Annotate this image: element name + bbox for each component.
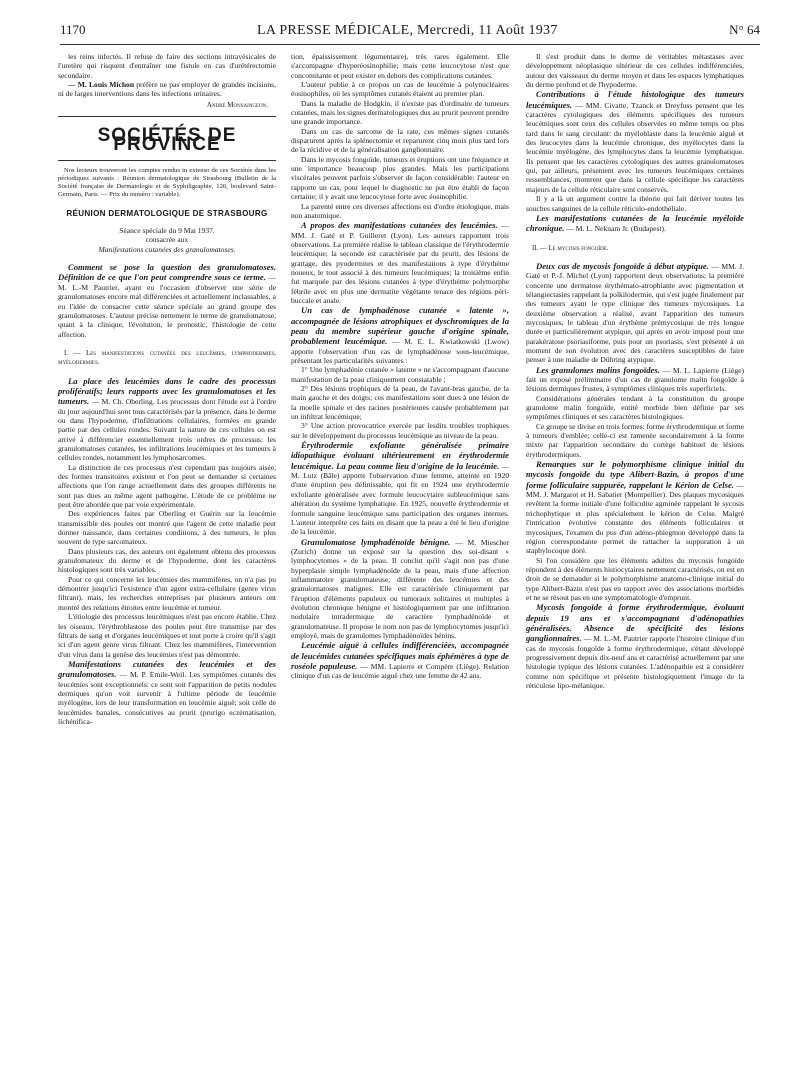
article: Les manifestations cutanées de la leucémie myéloïde chronique. — M. L. Neknam Jr. (Budapest).: [526, 212, 744, 234]
list-item: 1° Une lymphadénie cutanée « latente » ne s'accompagnant d'aucune manifestation de la peau cliniquement constatable ;: [291, 365, 509, 384]
article: Granulomatose lymphadénoïde bénigne. — M. Miescher (Zurich) donne un exposé sur la question des soi-disant « lymphocytomes » de la peau. Il conclut qu'il s'agit non pas d'une hyperplasie simple lymphadénoïde de la peau, mais d'une affection inflammatoire granulomateuse, différente des leucémies et des granulomatoses malignes. Elle est caractérisée cliniquement par l'éruption d'éléments papuleux ou tumoraux solitaires et multiples à évolution chronique bénigne et histologiquement par une infiltration nodulaire intradermique de caractère lymphadénoïde et granulomateuse. Il propose le nom non pas de lymphocytomes jusqu'ici employé, mais de granulomes lymphadénoïdes bénins.: [291, 536, 509, 640]
paragraph: La parenté entre ces diverses affections est d'ordre étiologique, mais non anatomique.: [291, 201, 509, 220]
article-title: Les manifestations cutanées de la leucémie myéloïde chronique.: [526, 212, 744, 234]
paragraph: Des expériences faites par Oberling et Guérin sur la leucémie transmissible des poules ont montré que l'agent de cette maladie peut donner naissance, dans certaines conditions, à des tumeurs, le plus souvent de type sarcomateux.: [58, 509, 276, 547]
article-title: Érythrodermie exfoliante généralisée primaire idiopathique évoluant ultérieurement en érythrodermie leucémique. La peau comme lieu d'origine de la leucémie.: [291, 440, 509, 471]
signature: André Monsaingeon.: [206, 100, 268, 109]
paragraph: — M. Louis Michon préfère ne pas employer de grandes incisions, ni de larges interventions dans les infections urinaires.: [58, 80, 276, 99]
article: Manifestations cutanées des leucémies et des granulomatoses. — M. P. Emile-Weil. Les symptômes cutanés des leucémies sont exceptionnels: ce sont soit l'apparition de petits nodules dermiques qu'on voit survenir à l'ultime période de leucémie myélogène, lors de leur transformation en leucémie aiguë; soit celle de leucémides banales, consécutives au prurit (prurigo eczématisation, lichénifica-: [58, 658, 276, 726]
divider: [58, 160, 276, 161]
article-title: Leucémie aiguë à cellules indifférenciées, accompagnée de leucémides cutanées spécifiques mais éphémères à type de roséole papuleuse.: [291, 640, 509, 671]
article-title: Contributions à l'étude histologique des tumeurs leucémiques.: [526, 89, 744, 110]
column-3: [526, 52, 744, 690]
article: A propos des manifestations cutanées des leucémies. — MM. J. Gaté et P. Guilleret (Lyon). Les auteurs rapportent trois observations. La première réalise le tableau classique de l'érythrodermie leucémique; la seconde est caractérisée par du prurit, des lésions de grattage, des pyodermites et des manifestations à type d'érythème noueux, le tout associé à des tumeurs leucémiques; la troisième enfin fut marquée par des lésions cutanées à type d'érythème polymorphe fébrile avec en plus une dermatite végétante tenace des régions péri-buccale et anale.: [291, 220, 509, 305]
article-title: Deux cas de mycosis fongoïde à début atypique.: [536, 260, 709, 271]
article: Un cas de lymphadénose cutanée « latente », accompagnée de lésions atrophiques et dyschromiques de la peau du membre supérieur gauche d'origine spinale, probablement leucémique. — M. E. L. Kwiatkowski (Lwow) apporte l'observation d'un cas de lymphadénose sous-leucémique, présentant les particularités suivantes :: [291, 305, 509, 365]
paragraph: Il y a là un argument contre la théorie qui fait dériver toutes les souches sanguines de la cellule réticulo-endothéliale.: [526, 194, 744, 213]
article: Contributions à l'étude histologique des tumeurs leucémiques. — MM. Civatte, Tzanck et Dreyfuss pensent que les caractères cytologiques des éléments spécifiques des tumeurs leucémiques sont ceux des cellules observées en même temps ou plus tard dans le sang circulant: du myéloblaste dans la leucémie aiguë et des leucocytes dans la leucémie chronique, des myélocytes dans la leucémie myélogène, des lymphocytes dans la leucémie lymphatique. Ils pensent que les caractères cytologiques des autres granulomatoses qui, par ailleurs, présentent avec les tumeurs leucémiques certaines ressemblances, montrent que dans la cellule spécifique les caractères majeurs de la cellule réticulaire sont conservés.: [526, 89, 744, 194]
article: Érythrodermie exfoliante généralisée primaire idiopathique évoluant ultérieurement en érythrodermie leucémique. La peau comme lieu d'origine de la leucémie. — M. Lutz (Bâle) apporte l'observation d'une femme, atteinte en 1920 d'une éruption peu définissable, qui fit en 1924 une érythrodermie exfoliante généralisée avec formule leucocytaire subleucémique sans altération du système lymphatique. En 1925, nouvelle érythrodermie et formule sanguine leucémique sans participation des organes internes. L'auteur interprète ces faits en disant que la peau a été le lieu d'origine de la leucémie.: [291, 440, 509, 537]
article-title: A propos des manifestations cutanées des leucémies.: [301, 220, 498, 231]
article-title: Mycosis fongoïde à forme érythrodermique, évoluant depuis 19 ans et s'accompagnant d'adénopathies généralisées. Absence de spécificité des lésions ganglionnaires.: [526, 602, 744, 644]
editorial-note: Nos lecteurs trouveront les comptes rendus in extenso de ces Sociétés dans les périodiques suivants : Réunion dermatologique de Strasbourg (Bulletin de la Société française de Dermatologie et de Syphiligraphie, 120, boulevard Saint-Germain, Paris. — Prix du numéro : variable).: [58, 166, 276, 198]
article-title: Un cas de lymphadénose cutanée « latente », accompagnée de lésions atrophiques et dyschromiques de la peau du membre supérieur gauche d'origine spinale, probablement leucémique.: [291, 305, 509, 347]
article-title: Remarques sur le polymorphisme clinique initial du mycosis fongoïde du type Alibert-Bazin, à propos d'une forme folliculaire suppurée, rappelant le Kérion de Celse.: [526, 459, 744, 490]
paragraph: Pour ce qui concerne les leucémies des mammifères, on n'a pas pu démontrer jusqu'ici l'existence d'un agent extra-cellulaire (genre virus filtrant), mais, les recherches entreprises par plusieurs auteurs ont montré des relations étroites entre leucémie et tumeur.: [58, 574, 276, 612]
article-title: Les granulomes malins fongoïdes.: [536, 364, 660, 375]
article-title: Granulomatose lymphadénoïde bénigne.: [301, 536, 451, 547]
article: Les granulomes malins fongoïdes. — M. L. Lapierre (Liège) fait un exposé préliminaire d'un cas de granulome malin fongoïde à lésions dermiques frustes, à symptômes cliniques très superficiels.: [526, 364, 744, 394]
article: Comment se pose la question des granulomatoses. Définition de ce que l'on peut comprendre sous ce terme. — M. L.-M Pautrier, ayant eu l'occasion d'observer une série de granulomatoses encore mal différenciées et actuellement inclassables, a eu l'idée de consacrer cette séance spéciale au grand groupe des granulomatoses. L'auteur précise nettement le terme de granulomatose, quant à la clinique, l'évolution, le pronostic, l'histologie de cette affection.: [58, 262, 276, 339]
column-2: [291, 52, 509, 681]
article: Deux cas de mycosis fongoïde à début atypique. — MM. J. Gaté et P.-J. Michel (Lyon) rapportent deux observations; la première concerne une dermatose érythémato-atrophiante avec pigmentation et télangiectasies rappelant la poïkilodermie, qui s'est jugée finalement par des tumeurs ayant le type clinique des tumeurs mycosiques. La deuxième observation a réalisé, avant l'apparition des tumeurs mycosiques, le tableau d'un érythème prémycosique de très longue durée et particulièrement atypique, qui après en avoir imposé pour une parakératose psoriasiforme, puis pour un psoriasis, s'est présenté à un moment de son évolution avec des caractères susceptibles de faire penser à une maladie de Dühring atypique.: [526, 260, 744, 365]
article-title: Comment se pose la question des granulomatoses. Définition de ce que l'on peut comprendre sous ce terme.: [58, 262, 276, 283]
list-item: 3° Une action provocatrice exercée par lesdits troubles trophiques sur le développement du processus leucémique au niveau de la peau.: [291, 421, 509, 440]
author-name: — M. Louis Michon: [68, 80, 135, 90]
session-topic: Manifestations cutanées des granulomatoses.: [98, 244, 236, 254]
list-item: 2° Des lésions trophiques de la peau, de l'avant-bras gauche, de la main gauche et des doigts; ces manifestations sont dues à une lésion de la moelle spinale et des racines postérieures causée probablement par un infiltrat leucémique;: [291, 384, 509, 422]
paragraph: tion, épaississement légumentaire), très rares également. Elle s'accompagne d'hyperéosinophilie; mais cette leucocytose n'est que concomitante et peut exister en dehors des complications cutanées.: [291, 52, 509, 80]
section-title: SOCIÉTÉS DE PROVINCE: [97, 125, 237, 156]
paragraph: Si l'on considère que les éléments adultes du mycosis fongoïde répondent à des éléments histiocytaires nettement caractérisés, on est en droit de se demander si le polymorphisme anatomo-clinique initial du type Alibert-Bazin n'est pas en rapport avec des associations morbides et ne se résout pas en une symptomatologie d'emprunt.: [526, 555, 744, 602]
journal-title: LA PRESSE MÉDICALE, Mercredi, 11 Août 1937: [257, 23, 558, 38]
issue-number: N° 64: [729, 22, 760, 37]
paragraph: Il s'est produit dans le derme de véritables métastases avec développement néoplasique ultérieur de ces cellules indifférenciées, autour des vaisseaux du derme moyen et dans les espaces lymphatiques du derme profond et de l'hypoderme.: [526, 52, 744, 90]
article: Leucémie aiguë à cellules indifférenciées, accompagnée de leucémides cutanées spécifiques mais éphémères à type de roséole papuleuse. — MM. Lapierre et Compère (Liège). Relation clinique d'un cas de leucémie aiguë chez une femme de 42 ans.: [291, 640, 510, 681]
column-1: [58, 52, 276, 726]
society-heading: RÉUNION DERMATOLOGIQUE DE STRASBOURG: [66, 208, 268, 218]
header-rule: [60, 44, 760, 45]
paragraph: Dans la maladie de Hodgkin, il n'existe pas d'ordinaire de tumeurs cutanées, mais les signes dermatologiques dus au prurit peuvent prendre une grande importance.: [291, 98, 509, 127]
divider: [58, 116, 276, 117]
paragraph: Dans plusieurs cas, des auteurs ont également obtenu des processus granulomateux du derme et de l'hypoderme, dont les caractères histologiques sont très variables.: [58, 546, 276, 575]
paragraph: Ce groupe se divise en trois formes: forme érythrodermique et forme à tumeurs d'emblée; celle-ci est ramenée secondairement à la forme mixte par l'apparition secondaire du cortège habituel de lésions érythrodermiques.: [526, 421, 744, 459]
page-number: 1170: [60, 22, 86, 37]
paragraph: L'étiologie des processus leucémiques n'est pas encore établie. Chez les oiseaux, l'érythroblastose des poules peut être transmise par des filtrats de sang et d'organes leucémiques et tout porte à croire qu'il s'agit ici d'un agent genre virus filtrant. Chez les mammifères, l'intervention d'un virus dans la genèse des leucémies n'est pas démontrée.: [58, 612, 276, 659]
paragraph: La distinction de ces processus n'est cependant pas toujours aisée, des formes transitoires existent et l'on peut se demander si certaines affections que l'on range actuellement dans des groupes différents ne sont pas dues au même agent pathogène. L'étude de ce problème ne peut être abordée que par voie expérimentale.: [58, 462, 276, 510]
page-header: [60, 22, 760, 40]
section-heading: I. — Les manifestations cutanées des leucémies, lymphodermies, myélodermies.: [58, 349, 276, 367]
session-date: Séance spéciale du 9 Mai 1937.: [119, 226, 215, 236]
paragraph: les reins infectés. Il refuse de faire des sections intravésicales de l'uretère qui risquent d'entraîner une fistule en cas d'urétérectomie secondaire.: [58, 52, 276, 80]
article-title: Manifestations cutanées des leucémies et des granulomatoses.: [58, 658, 276, 680]
article-title: La place des leucémies dans le cadre des processus prolifératifs; leurs rapports avec les granulomatoses et les tumeurs.: [58, 375, 276, 407]
article: La place des leucémies dans le cadre des processus prolifératifs; leurs rapports avec les granulomatoses et les tumeurs. — M. Ch. Oberling. Les processus dont l'étude est à l'ordre du jour aujourd'hui sont tous caractérisés par la présence, dans le derme ou dans l'hypoderme, d'infiltrations cellulaires, formées en grande partie par des cellules rondes. Suivant la nature de ces cellules on est arrivé à différencier essentiellement trois ordres de processus: les granulomatoses cutanées, les infiltrations leucémiques et les tumeurs à cellules rondes, notamment les lymphosarcomes.: [58, 375, 276, 463]
paragraph: Dans le mycosis fongoïde, tumeurs et éruptions ont une fréquence et une importance beaucoup plus grandes. Mais les participations viscérales peuvent parfois s'observer de façon considérable: l'auteur en rapporte un cas, pour lequel le diagnostic ne put être établi de façon certaine; il y avait une leucocytose forte avec éosinophilie.: [291, 154, 509, 202]
paragraph: Considérations générales tendant à la constitution du groupe granulome malin fongoïde, entité morbide bien définie par ses symptômes cliniques et ses caractères histologiques.: [526, 393, 744, 422]
section-heading: II. — Le mycosis fongoïde.: [532, 244, 609, 252]
article: Mycosis fongoïde à forme érythrodermique, évoluant depuis 19 ans et s'accompagnant d'adénopathies généralisées. Absence de spécificité des lésions ganglionnaires. — M. L.-M. Pautrier rapporte l'histoire clinique d'un cas de mycosis fongoïde à forme érythrodermique, s'étant développé progressivement depuis dix-neuf ans et caractérisé actuellement par une histologie typique des lésions cutanées. L'adénopathie est à considérer comme non spécifique et présente histologiquement l'image de la réticulose lipo-mélanique.: [526, 602, 744, 690]
session-dedication: consacrée aux: [145, 235, 189, 245]
paragraph: L'auteur publie à ce propos un cas de leucémie à polynucléaires éosinophiles, où les symptômes cutanés étaient au premier plan.: [291, 80, 509, 99]
paragraph: Dans un cas de sarcome de la rate, ces mêmes signes cutanés disparurent après la splénectomie et reparurent cinq mois plus tard lors de la récidive et de la généralisation ganglionnaire.: [291, 126, 509, 155]
article: Remarques sur le polymorphisme clinique initial du mycosis fongoïde du type Alibert-Bazin, à propos d'une forme folliculaire suppurée, rappelant le Kérion de Celse. — MM. J. Margarot et H. Sabatier (Montpellier). Des plaques mycosiques revêtent la forme initiale d'une folliculite agminée rappelant le sycosis trichophytique et plus spécialement le kérion de Celse. Malgré l'intrication évolutive constante des éléments folliculaires et mycosiques, l'examen du pus d'un adéno-phlegmon développé dans la région correspondante permet de rattacher la suppuration à un staphylocoque doré.: [526, 459, 744, 556]
